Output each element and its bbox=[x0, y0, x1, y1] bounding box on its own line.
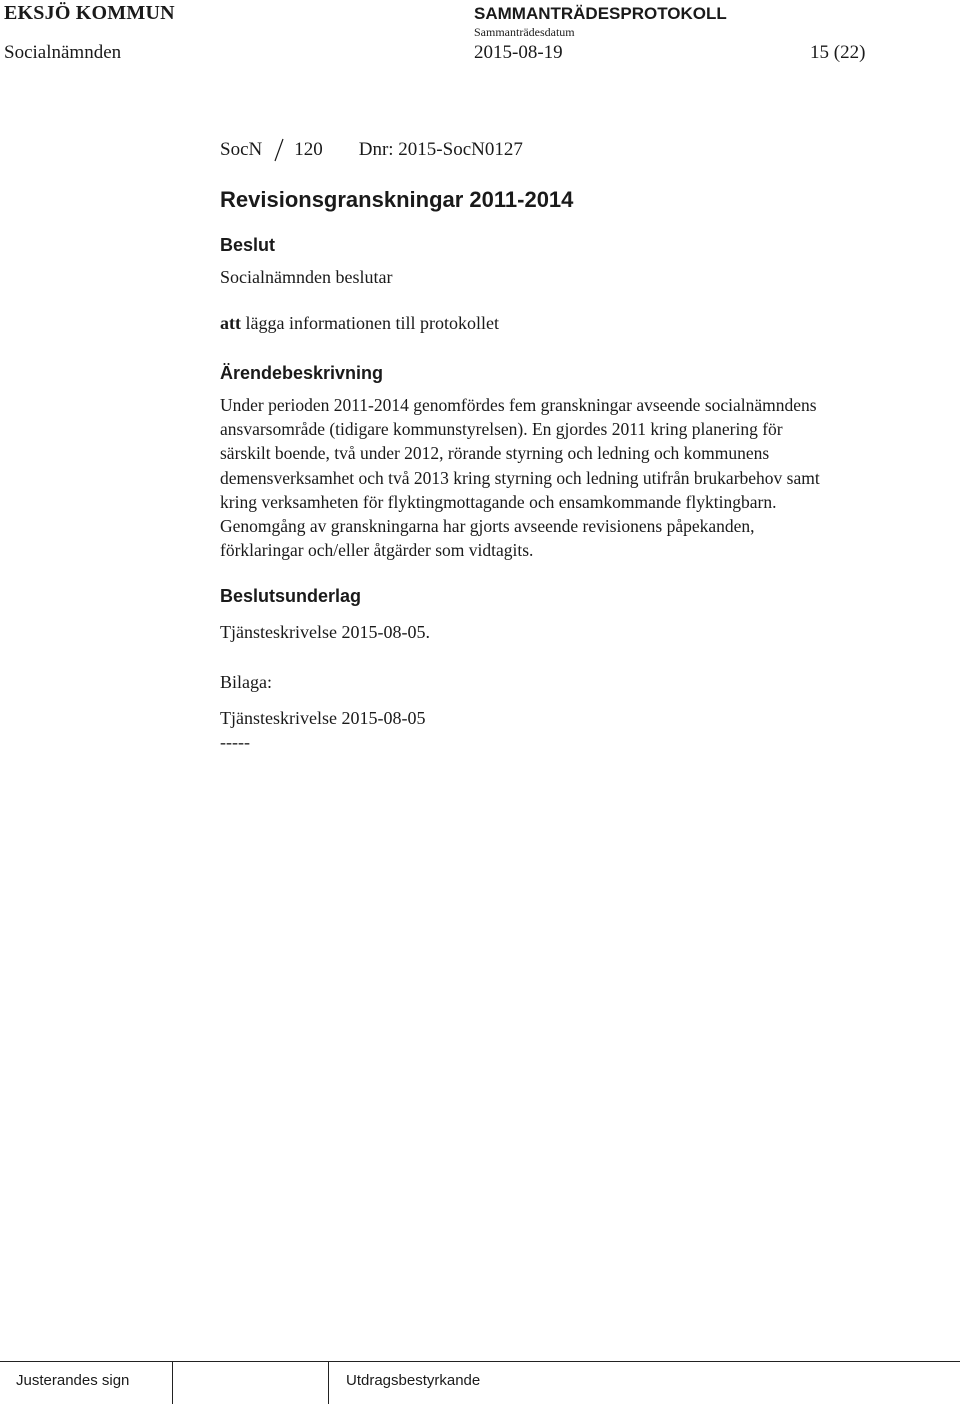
footer-rule bbox=[0, 1361, 960, 1362]
decision-intro: Socialnämnden beslutar bbox=[220, 267, 393, 287]
att-keyword: att bbox=[220, 313, 241, 333]
footer-divider bbox=[328, 1361, 329, 1404]
meeting-date-label: Sammanträdesdatum bbox=[474, 25, 575, 39]
case-number: 120 bbox=[294, 139, 323, 160]
description-heading: Ärendebeskrivning bbox=[220, 363, 384, 383]
description-line: kring verksamheten för flyktingmottagande och ensamkommande flyktingbarn. bbox=[220, 491, 777, 512]
diary-number: Dnr: 2015-SocN0127 bbox=[358, 139, 523, 160]
footer-divider bbox=[172, 1361, 173, 1404]
description-line: demensverksamhet och två 2013 kring styrning och ledning utifrån brukarbehov samt bbox=[220, 467, 820, 488]
description-line: Genomgång av granskningarna har gjorts avseende revisionens påpekanden, bbox=[220, 516, 755, 537]
decision-heading: Beslut bbox=[220, 235, 276, 255]
description-line: förklaringar och/eller åtgärder som vidtagits. bbox=[220, 540, 534, 561]
description-text bbox=[220, 393, 940, 562]
page-title: Revisionsgranskningar 2011-2014 bbox=[220, 187, 574, 212]
basis-heading: Beslutsunderlag bbox=[220, 586, 362, 607]
certification-label: Utdragsbestyrkande bbox=[346, 1372, 481, 1389]
case-reference bbox=[220, 138, 523, 162]
basis-item: Tjänsteskrivelse 2015-08-05. bbox=[220, 622, 430, 643]
minutes-body bbox=[220, 185, 940, 754]
description-line: ansvarsområde (tidigare kommunstyrelsen). En gjordes 2011 kring planering för bbox=[220, 419, 783, 440]
signature-label: Justerandes sign bbox=[16, 1372, 130, 1389]
section-sign-icon bbox=[272, 138, 286, 162]
meeting-date: 2015-08-19 bbox=[474, 42, 563, 63]
committee-name: Socialnämnden bbox=[4, 42, 122, 63]
document-type: SAMMANTRÄDESPROTOKOLL bbox=[474, 4, 727, 23]
decision-clause-text: lägga informationen till protokollet bbox=[241, 313, 499, 333]
page-number: 15 (22) bbox=[810, 42, 866, 63]
end-marker: ----- bbox=[220, 732, 250, 753]
attachment-item: Tjänsteskrivelse 2015-08-05 bbox=[220, 708, 426, 729]
description-line: Under perioden 2011-2014 genomfördes fem granskningar avseende socialnämndens bbox=[220, 395, 817, 415]
decision-clause bbox=[220, 311, 940, 335]
description-line: särskilt boende, två under 2012, rörande styrning och ledning och kommunens bbox=[220, 443, 770, 464]
attachment-label: Bilaga: bbox=[220, 672, 272, 693]
organization-name: EKSJÖ KOMMUN bbox=[4, 2, 175, 24]
case-prefix: SocN bbox=[220, 139, 263, 160]
